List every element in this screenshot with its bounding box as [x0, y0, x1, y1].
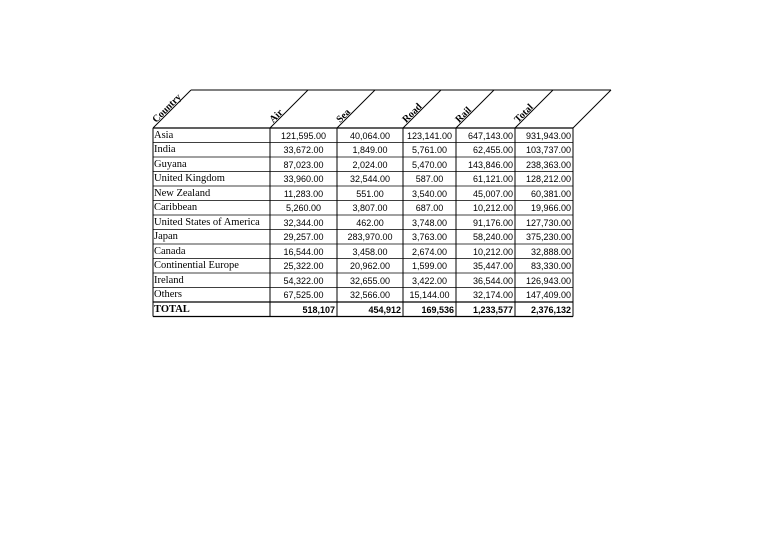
value-cell: 587.00 [415, 174, 444, 184]
value-cell: 62,455.00 [472, 145, 513, 155]
value-cell: 20,962.00 [349, 261, 391, 271]
value-cell: 2,674.00 [411, 246, 448, 257]
total-value-cell: 518,107 [302, 304, 335, 315]
header-slant-line [573, 90, 611, 128]
value-cell: 128,212.00 [525, 174, 571, 184]
value-cell: 3,748.00 [411, 217, 448, 228]
value-cell: 3,807.00 [352, 203, 388, 213]
country-cell: Japan [154, 231, 178, 242]
value-cell: 60,381.00 [530, 188, 571, 199]
country-cell: Ireland [154, 274, 184, 286]
value-cell: 87,023.00 [283, 159, 324, 170]
value-cell: 143,846.00 [467, 159, 513, 170]
value-cell: 5,470.00 [411, 159, 448, 170]
value-cell: 647,143.00 [467, 130, 513, 141]
value-cell: 40,064.00 [349, 130, 391, 141]
value-cell: 33,960.00 [283, 174, 324, 184]
country-cell: Asia [154, 129, 174, 141]
value-cell: 5,761.00 [411, 145, 448, 155]
value-cell: 375,230.00 [525, 232, 571, 242]
country-cell: Caribbean [154, 202, 198, 213]
value-cell: 2,024.00 [352, 159, 388, 170]
value-cell: 45,007.00 [472, 188, 513, 199]
value-cell: 36,544.00 [472, 275, 513, 286]
value-cell: 3,422.00 [411, 275, 448, 286]
value-cell: 67,525.00 [283, 290, 324, 300]
value-cell: 238,363.00 [525, 159, 571, 170]
value-cell: 3,458.00 [352, 246, 388, 257]
value-cell: 147,409.00 [525, 290, 571, 300]
country-cell: Guyana [154, 158, 187, 170]
value-cell: 127,730.00 [525, 217, 571, 228]
column-header-total: Total [512, 102, 536, 126]
value-cell: 15,144.00 [409, 290, 450, 300]
column-header-road: Road [400, 101, 425, 126]
value-cell: 29,257.00 [283, 232, 324, 242]
value-cell: 19,966.00 [530, 203, 571, 213]
value-cell: 687.00 [415, 203, 444, 213]
value-cell: 32,888.00 [530, 246, 571, 257]
value-cell: 3,763.00 [411, 232, 448, 242]
column-header-country: Country [150, 91, 184, 126]
total-label: TOTAL [154, 303, 190, 315]
country-cell: New Zealand [154, 187, 211, 199]
value-cell: 83,330.00 [530, 261, 571, 271]
value-cell: 35,447.00 [472, 261, 513, 271]
value-cell: 551.00 [356, 188, 384, 199]
value-cell: 126,943.00 [525, 275, 571, 286]
value-cell: 10,212.00 [472, 203, 513, 213]
country-cell: Others [154, 289, 182, 300]
value-cell: 5,260.00 [285, 203, 322, 213]
value-cell: 3,540.00 [411, 188, 448, 199]
value-cell: 1,599.00 [411, 261, 448, 271]
country-cell: United Kingdom [154, 173, 225, 184]
value-cell: 283,970.00 [347, 232, 393, 242]
country-cell: Canada [154, 245, 186, 257]
value-cell: 33,672.00 [283, 145, 324, 155]
value-cell: 58,240.00 [472, 232, 513, 242]
value-cell: 32,655.00 [349, 275, 391, 286]
total-value-cell: 1,233,577 [472, 304, 513, 315]
value-cell: 123,141.00 [406, 130, 453, 141]
value-cell: 103,737.00 [525, 145, 571, 155]
value-cell: 25,322.00 [283, 261, 324, 271]
value-cell: 16,544.00 [283, 246, 324, 257]
column-header-rail: Rail [453, 104, 474, 126]
country-cell: United States of America [154, 216, 260, 228]
value-cell: 32,566.00 [349, 290, 391, 300]
value-cell: 91,176.00 [472, 217, 513, 228]
value-cell: 10,212.00 [472, 246, 513, 257]
value-cell: 32,544.00 [349, 174, 391, 184]
column-header-sea: Sea [334, 106, 353, 126]
value-cell: 121,595.00 [280, 130, 327, 141]
value-cell: 32,174.00 [472, 290, 513, 300]
value-cell: 54,322.00 [283, 275, 324, 286]
column-header-air: Air [267, 107, 286, 126]
total-value-cell: 454,912 [368, 304, 401, 315]
value-cell: 32,344.00 [283, 217, 324, 228]
country-cell: India [154, 144, 176, 155]
value-cell: 462.00 [356, 217, 384, 228]
country-cell: Continential Europe [154, 260, 239, 271]
value-cell: 1,849.00 [352, 145, 388, 155]
value-cell: 61,121.00 [472, 174, 513, 184]
total-value-cell: 2,376,132 [530, 304, 571, 315]
value-cell: 931,943.00 [525, 130, 571, 141]
value-cell: 11,283.00 [283, 188, 324, 199]
total-value-cell: 169,536 [421, 304, 454, 315]
